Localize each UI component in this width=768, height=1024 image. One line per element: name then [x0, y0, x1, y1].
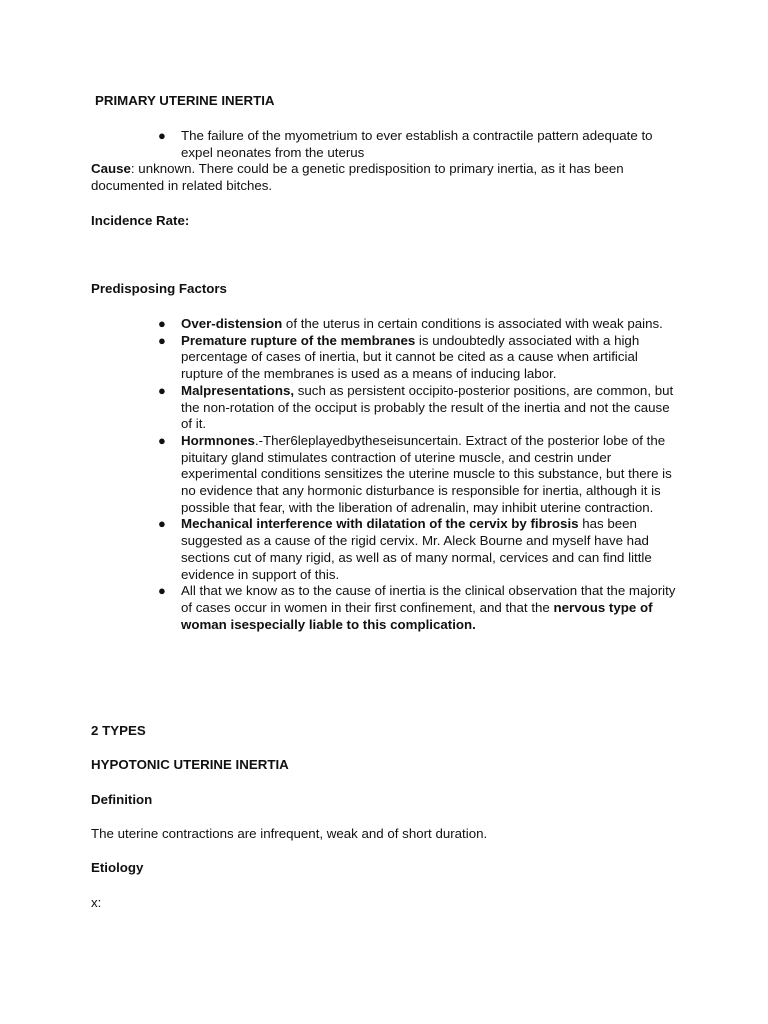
list-item [150, 128, 680, 161]
factor-bold: Premature rupture of the membranes [181, 332, 416, 348]
factor-bold: nervous type of woman isespecially liable to this complication. [181, 599, 653, 632]
intro-bullet-text: The failure of the myometrium to ever establish a contractile pattern adequate to expel neonates from the uterus [181, 128, 653, 160]
page-title: PRIMARY UTERINE INERTIA [95, 93, 275, 108]
bullet-icon: ● [158, 382, 166, 398]
bullet-icon: ● [158, 432, 166, 448]
factor-text: is undoubtedly associated with a high percentage of cases of inertia, but it cannot be cited as a cause when artificial rupture of the membranes is used as a means of inducing labor. [181, 332, 640, 382]
bullet-icon: ● [158, 583, 166, 599]
list-item [150, 583, 680, 633]
cause-label: Cause [91, 161, 131, 176]
definition-text: The uterine contractions are infrequent, weak and of short duration. [91, 826, 488, 841]
intro-bullet-list [150, 128, 680, 161]
factor-text: All that we know as to the cause of inertia is the clinical observation that the majority of cases occur in women in their first confinement, and that the [181, 583, 676, 615]
factor-text: such as persistent occipito-posterior positions, are common, but the non-rotation of the occiput is probably the result of the inertia and not the cause of it. [181, 382, 674, 432]
cause-paragraph [91, 161, 661, 194]
bullet-icon: ● [158, 128, 166, 143]
bullet-icon: ● [158, 516, 166, 532]
bullet-icon: ● [158, 316, 166, 331]
factor-bold: Malpresentations, [181, 382, 295, 398]
factor-bold: Over-distension [181, 316, 283, 331]
list-item [150, 333, 680, 383]
incidence-heading: Incidence Rate: [91, 213, 190, 228]
factor-bold: Mechanical interference with dilatation of the cervix by fibrosis [181, 516, 579, 532]
list-item [150, 316, 680, 333]
cause-text: : unknown. There could be a genetic predisposition to primary inertia, as it has been documented in related bitches. [91, 161, 624, 193]
predisposing-heading: Predisposing Factors [91, 281, 227, 296]
factor-text: .-Ther6leplayedbytheseisuncertain. Extract of the posterior lobe of the pituitary gland stimulates contraction of uterine muscle, and cestrin under experimental conditions sensitizes the uterine muscle to this substance, but there is no evidence that any hormonic disturbance is responsible for inertia, although it is possible that fear, with the liberation of adrenalin, may inhibit uterine contraction. [181, 432, 672, 515]
etiology-text: x: [91, 895, 102, 910]
factor-bold: Hormnones [181, 432, 255, 448]
list-item [150, 433, 680, 517]
types-heading: 2 TYPES [91, 723, 146, 738]
list-item [150, 383, 680, 433]
factor-text: has been suggested as a cause of the rigid cervix. Mr. Aleck Bourne and myself have had sections cut of many rigid, as well as of many normal, cervices and can find little evidence in support of this. [181, 516, 652, 582]
definition-heading: Definition [91, 792, 153, 807]
etiology-heading: Etiology [91, 860, 144, 875]
bullet-icon: ● [158, 332, 166, 348]
hypotonic-heading: HYPOTONIC UTERINE INERTIA [91, 757, 289, 772]
list-item [150, 516, 680, 583]
factor-text: of the uterus in certain conditions is associated with weak pains. [282, 316, 663, 331]
factors-list [150, 316, 680, 633]
